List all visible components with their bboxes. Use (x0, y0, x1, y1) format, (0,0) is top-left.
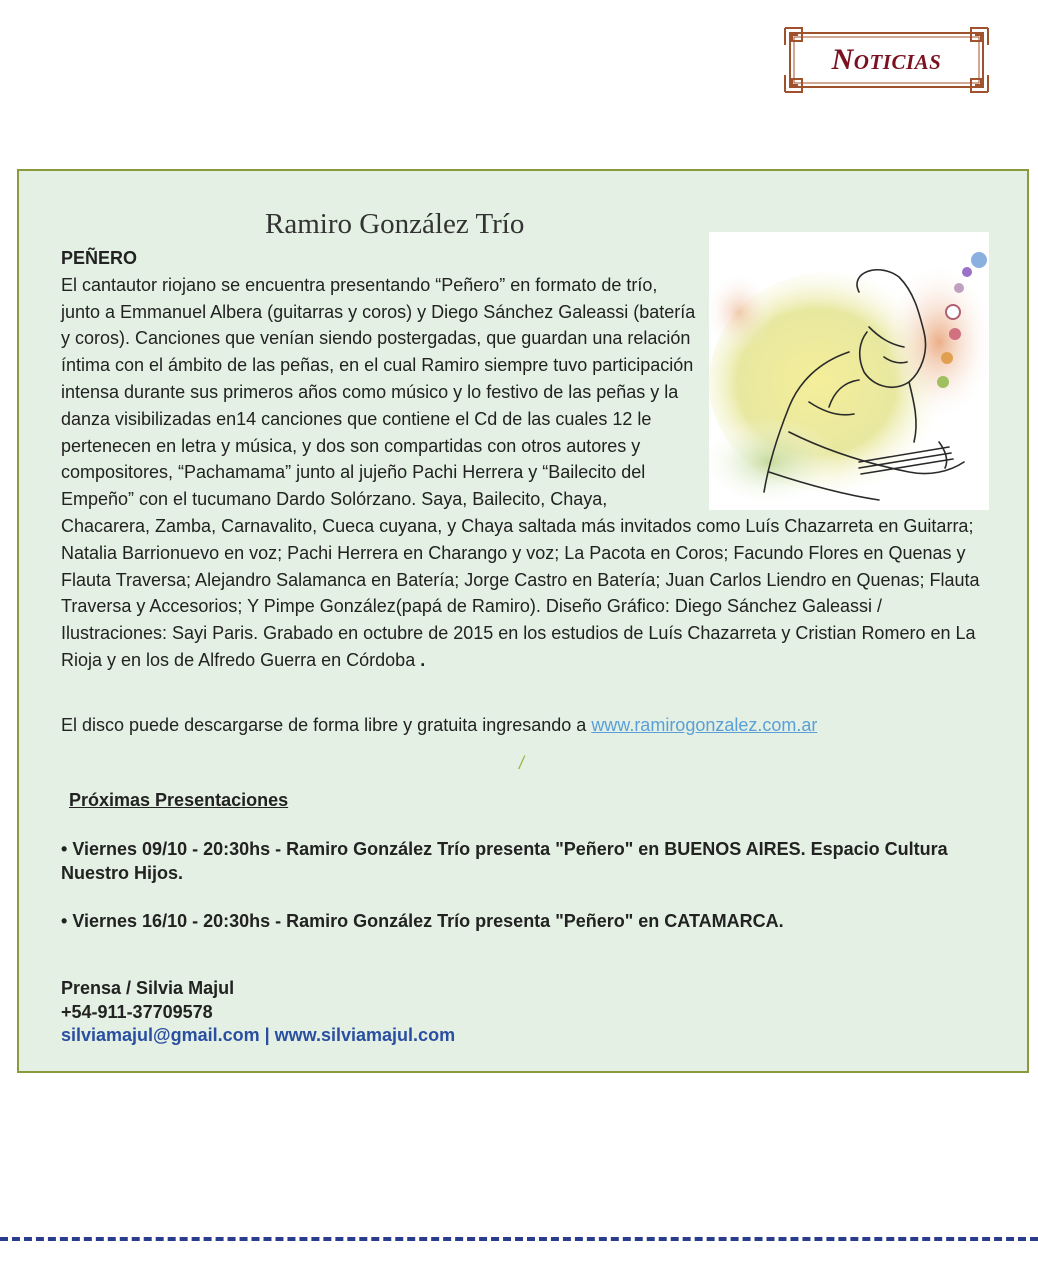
event-text: Viernes 09/10 - 20:30hs - Ramiro González Trío presenta "Peñero" en BUENOS AIRES. Espacio Cultura Nuestro Hijos. (61, 839, 948, 883)
download-text: El disco puede descargarse de forma libre y gratuita ingresando a (61, 715, 592, 735)
press-website-link[interactable]: www.silviamajul.com (274, 1025, 456, 1045)
article-title: Ramiro González Trío (265, 208, 525, 240)
article-paragraph: El cantautor riojano se encuentra presentando “Peñero” en formato de trío, junto a Emmanuel Albera (guitarras y coros) y Diego Sánchez Galeassi (batería y coros). Canciones que venían siendo postergadas, que guardan una relación íntima con el ámbito de las peñas, en el cual Ramiro siempre tuvo participación intensa durante sus primeros años como músico y lo festivo de las peñas y la danza visibilizadas en14 canciones que contiene el Cd de las cuales 12 le pertenecen en letra y música, y dos son compartidas con otros autores y compositores, “Pachamama” junto al jujeño Pachi Herrera y “Bailecito del Empeño” con el tucumano Dardo Solórzano. Saya, Bailecito, Chaya, Chacarera, Zamba, Carnavalito, Cueca cuyana, y Chaya saltada más invitados como Luís Chazarreta en Guitarra; Natalia Barrionuevo en voz; Pachi Herrera en Charango y voz; La Pacota en Coros; Facundo Flores en Quenas y Flauta Traversa; Alejandro Salamanca en Batería; Jorge Castro en Batería; Juan Carlos Liendro en Quenas; Flauta Traversa y Accesorios; Y Pimpe González(papá de Ramiro). Diseño Gráfico: Diego Sánchez Galeassi / Ilustraciones: Sayi Paris. Grabado en octubre de 2015 en los estudios de Luís Chazarreta y Cristian Romero en La Rioja y en los de Alfredo Guerra en Córdoba (61, 274, 980, 670)
artist-website-link[interactable]: www.ramirogonzalez.com.ar (591, 715, 818, 735)
section-label: Noticias (831, 43, 942, 76)
event-item (61, 909, 981, 933)
footer-divider (0, 1237, 1038, 1241)
event-text: Viernes 16/10 - 20:30hs - Ramiro González Trío presenta "Peñero" en CATAMARCA. (72, 911, 784, 931)
album-cover-illustration (709, 232, 989, 510)
press-label: Prensa / Silvia Majul (61, 978, 235, 998)
press-phone: +54-911-37709578 (61, 1001, 213, 1022)
download-note (61, 715, 817, 736)
guitarist-illustration-icon (709, 232, 989, 510)
bullet-icon: • (61, 839, 68, 859)
album-subtitle: PEÑERO (61, 248, 138, 268)
press-email-link[interactable]: silviamajul@gmail.com (61, 1025, 260, 1045)
decorative-slash: / (519, 753, 525, 773)
paragraph-end: . (420, 649, 426, 670)
press-contact (61, 977, 455, 1048)
upcoming-shows-heading: Próximas Presentaciones (69, 790, 289, 810)
link-separator: | (259, 1025, 275, 1045)
press-links (61, 1024, 455, 1048)
section-badge (784, 27, 989, 93)
event-item (61, 837, 981, 885)
bullet-icon: • (61, 911, 68, 931)
